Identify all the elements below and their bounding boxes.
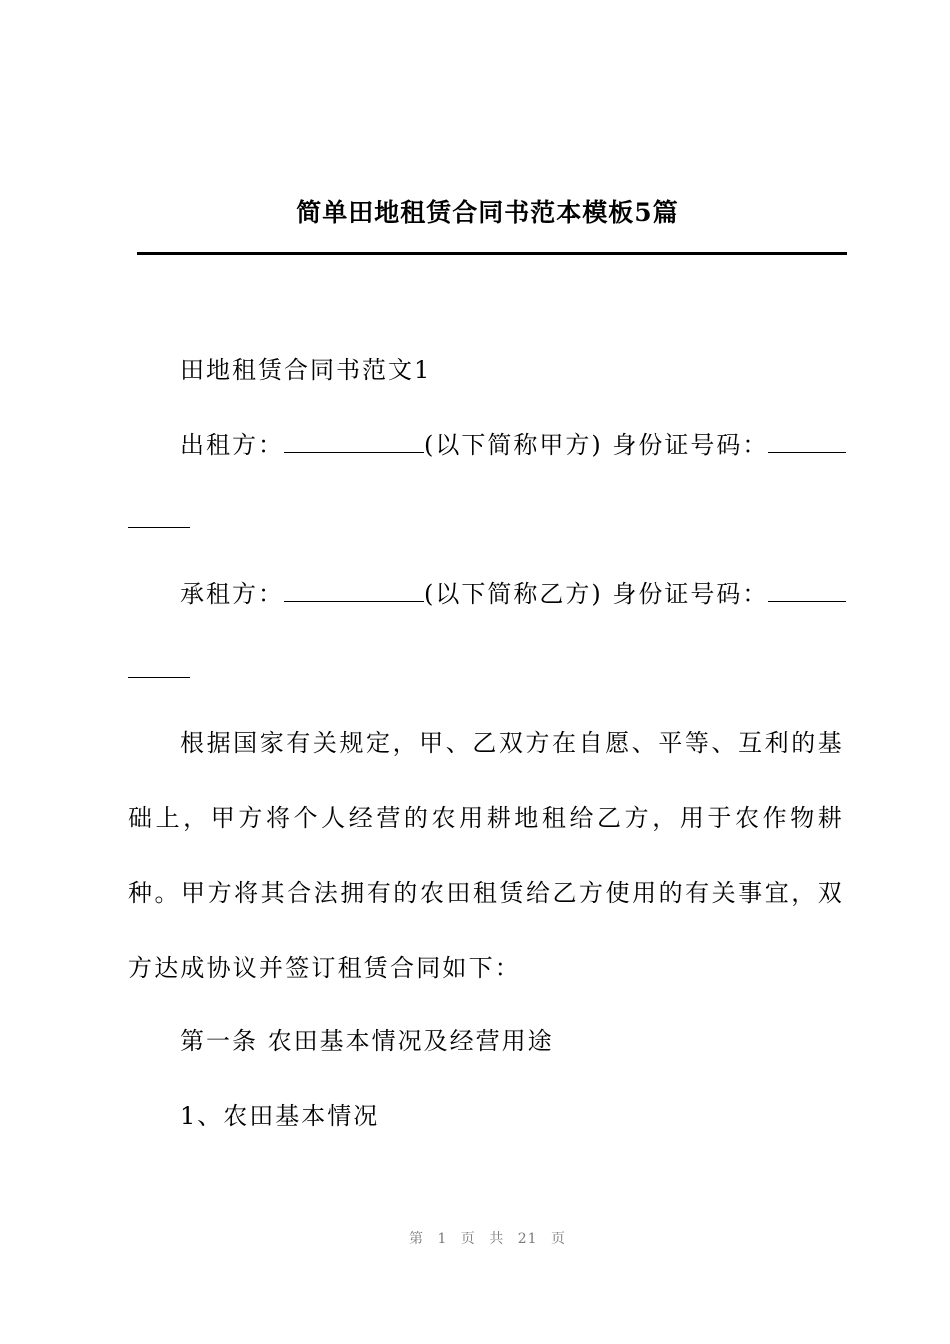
lessor-id-blank-continued: [128, 527, 190, 528]
lessor-note: (以下简称甲方): [424, 431, 603, 459]
lessee-id-blank-continued: [128, 677, 190, 678]
article-1-heading: 第一条 农田基本情况及经营用途: [180, 1027, 554, 1055]
item-1-heading: 1、农田基本情况: [180, 1102, 380, 1130]
title-divider: [137, 252, 847, 255]
intro-paragraph: 根据国家有关规定，甲、乙双方在自愿、平等、互利的基础上，甲方将个人经营的农用耕地租给乙方，用于农作物耕种。甲方将其合法拥有的农田租赁给乙方使用的有关事宜，双方达成协议并签订租赁合同如下：: [128, 729, 844, 982]
lessee-id-label: 身份证号码：: [612, 580, 769, 608]
lessee-line: [180, 574, 846, 614]
lessor-name-blank: [284, 426, 424, 453]
lessee-id-blank: [768, 575, 846, 602]
lessor-id-blank: [768, 426, 846, 453]
lessor-label: 出租方：: [180, 431, 284, 459]
lessee-note: (以下简称乙方): [424, 580, 603, 608]
page-title: 简单田地租赁合同书范本模板5篇: [296, 198, 679, 227]
page-footer: 第 1 页 共 21 页: [409, 1231, 566, 1247]
lessor-id-label: 身份证号码：: [612, 431, 769, 459]
lessee-label: 承租方：: [180, 580, 284, 608]
lessee-name-blank: [284, 575, 424, 602]
lessor-line: [180, 425, 846, 465]
section-heading: 田地租赁合同书范文1: [180, 356, 432, 384]
